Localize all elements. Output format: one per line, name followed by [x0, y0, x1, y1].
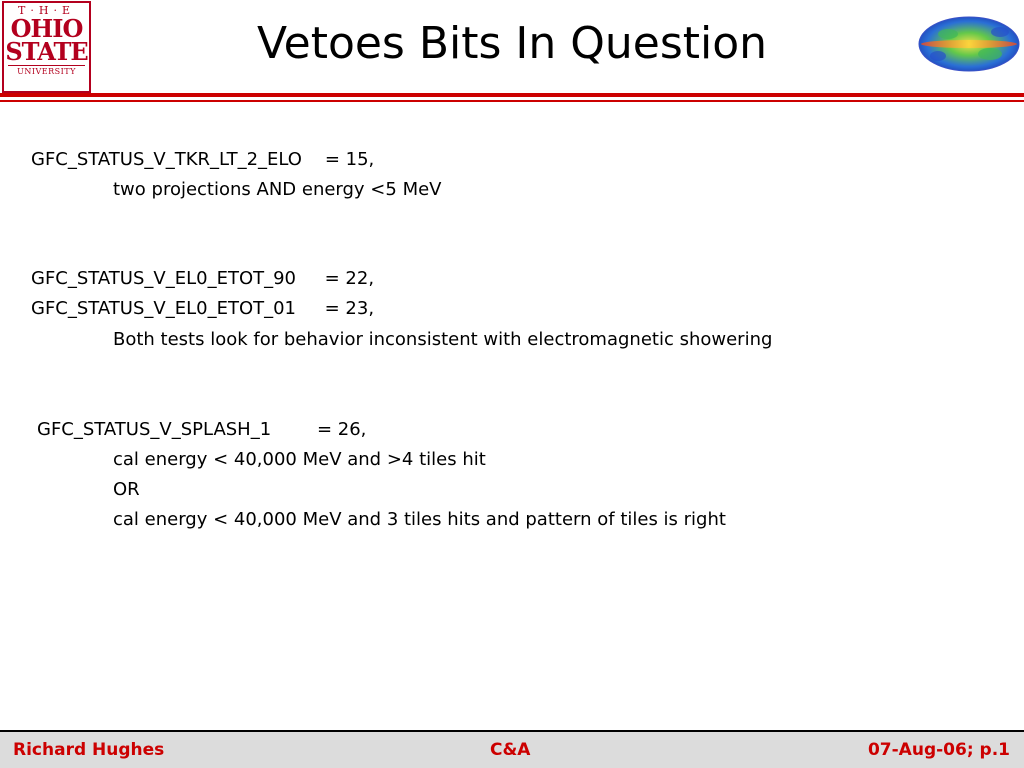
veto-tkr-lt-2-elo: GFC_STATUS_V_TKR_LT_2_ELO = 15,	[31, 149, 375, 170]
veto-el0-etot-01: GFC_STATUS_V_EL0_ETOT_01 = 23,	[31, 298, 375, 319]
footer-topic: C&A	[490, 740, 531, 760]
veto-splash-or: OR	[113, 479, 140, 500]
veto-el0-etot-90: GFC_STATUS_V_EL0_ETOT_90 = 22,	[31, 268, 375, 289]
veto-el0-description: Both tests look for behavior inconsistent with electromagnetic showering	[113, 329, 773, 350]
header-rule-thin	[0, 100, 1024, 102]
slide-title: Vetoes Bits In Question	[256, 18, 768, 69]
footer-author: Richard Hughes	[13, 740, 165, 760]
logo-university-text: UNIVERSITY	[8, 65, 85, 78]
header-rule-thick	[0, 93, 1024, 97]
veto-tkr-description: two projections AND energy <5 MeV	[113, 179, 442, 200]
footer-date-page: 07-Aug-06; p.1	[867, 740, 1010, 760]
footer-bar	[0, 730, 1024, 768]
logo-state-text: STATE	[5, 37, 88, 66]
logo-ohio-text: OHIO	[10, 14, 83, 43]
veto-splash-condition-2: cal energy < 40,000 MeV and 3 tiles hits and pattern of tiles is right	[113, 509, 726, 530]
veto-splash-1: GFC_STATUS_V_SPLASH_1 = 26,	[37, 419, 367, 440]
logo-the-text: T·H·E	[18, 4, 75, 17]
veto-splash-condition-1: cal energy < 40,000 MeV and >4 tiles hit	[113, 449, 486, 470]
sky-map-icon	[918, 16, 1020, 72]
